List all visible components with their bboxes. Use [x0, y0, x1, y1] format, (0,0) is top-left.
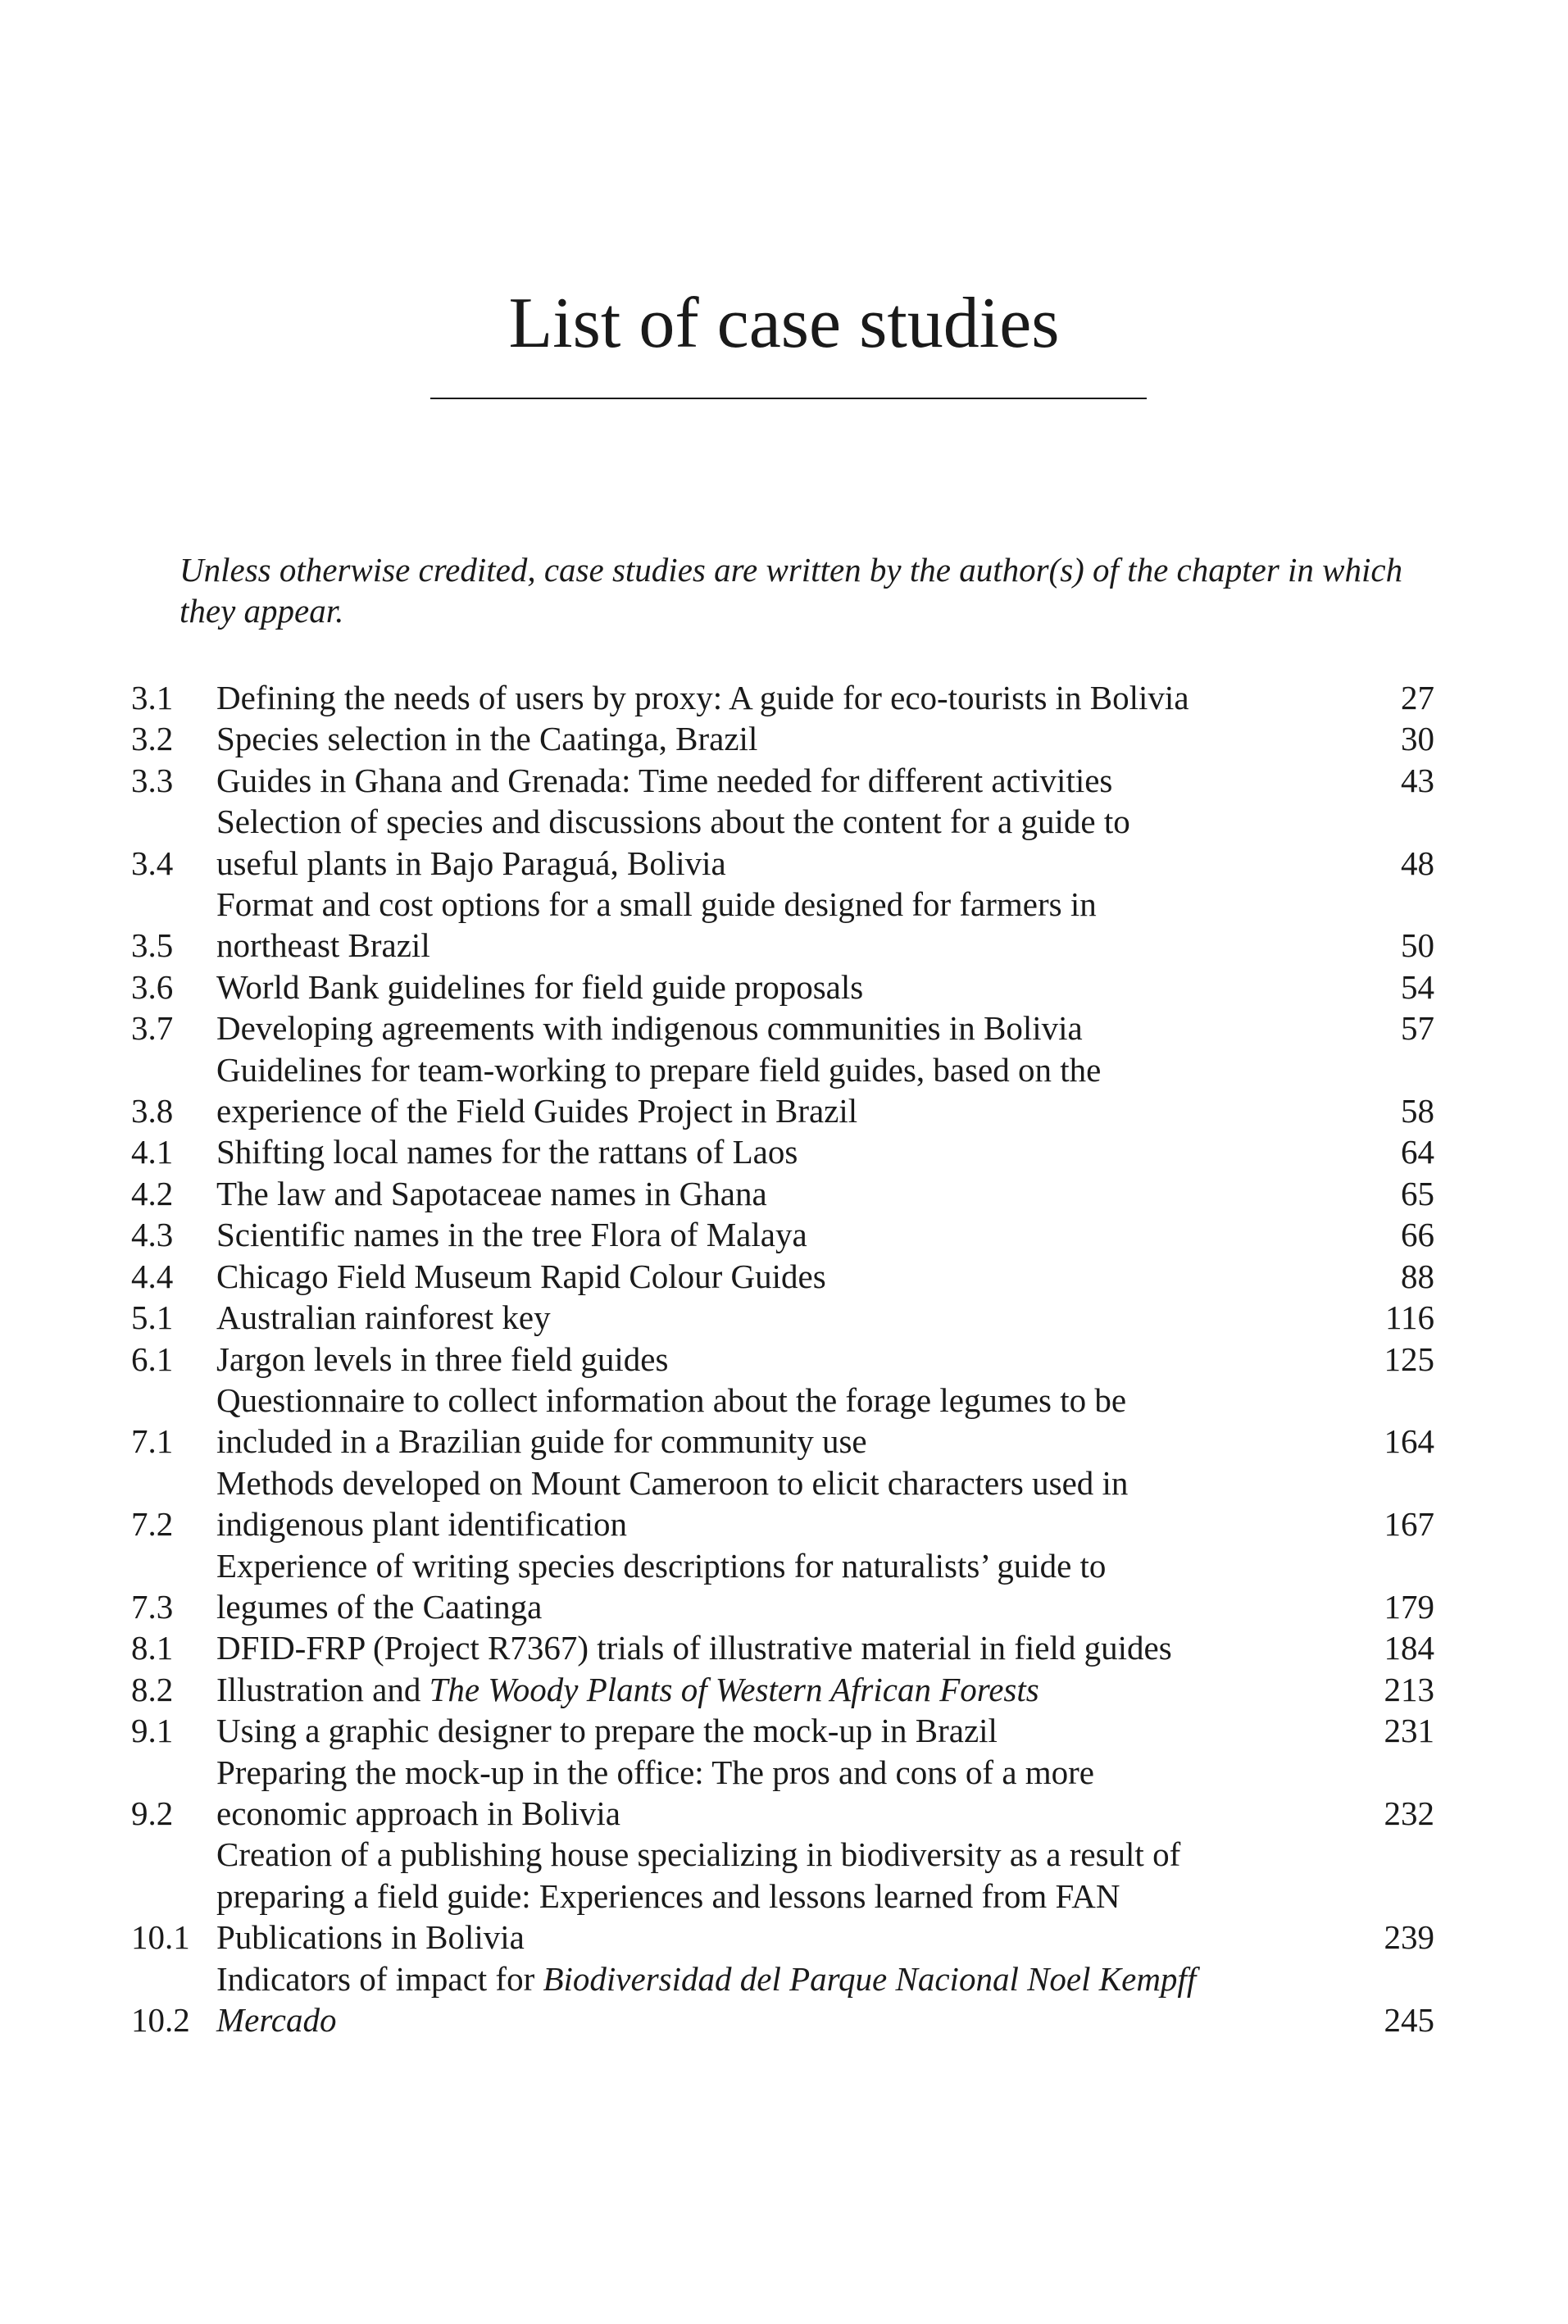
case-study-title-line — [216, 801, 1336, 842]
title-segment: indigenous plant identification — [216, 1505, 628, 1544]
list-item — [131, 1627, 1434, 1668]
case-study-title — [216, 1297, 1336, 1338]
case-study-title-line — [216, 1503, 1336, 1544]
case-study-number: 10.2 — [131, 2001, 190, 2039]
list-item — [131, 1752, 1434, 1835]
case-study-number: 3.2 — [131, 720, 174, 758]
title-segment: Chicago Field Museum Rapid Colour Guides — [216, 1257, 826, 1295]
case-study-title — [216, 1669, 1336, 1710]
case-study-title-line — [216, 925, 1336, 966]
list-item — [131, 884, 1434, 966]
page-number: 245 — [1384, 2001, 1434, 2039]
case-study-title-line — [216, 1462, 1336, 1503]
case-study-number: 7.1 — [131, 1422, 174, 1461]
case-study-number: 3.1 — [131, 679, 174, 716]
page-number: 54 — [1401, 967, 1434, 1006]
case-study-number: 7.2 — [131, 1505, 174, 1544]
case-study-title-line — [216, 1669, 1336, 1710]
title-segment: Shifting local names for the rattans of Laos — [216, 1133, 798, 1171]
case-study-title — [216, 1049, 1336, 1132]
case-study-number: 3.8 — [131, 1092, 174, 1130]
case-study-title-line — [216, 1339, 1336, 1380]
case-study-title — [216, 1710, 1336, 1751]
title-segment: Preparing the mock-up in the office: The pros and cons of a more — [216, 1753, 1095, 1791]
case-study-title — [216, 1339, 1336, 1380]
case-study-number: 3.4 — [131, 844, 174, 882]
case-study-title — [216, 1214, 1336, 1255]
list-item — [131, 1297, 1434, 1338]
case-study-title-line — [216, 1752, 1336, 1793]
page-number: 164 — [1384, 1422, 1434, 1461]
title-segment: Developing agreements with indigenous communities in Bolivia — [216, 1009, 1083, 1048]
page-number: 184 — [1384, 1629, 1434, 1667]
title-segment: Illustration and — [216, 1670, 429, 1708]
title-segment: included in a Brazilian guide for community use — [216, 1422, 867, 1461]
page-number: 88 — [1401, 1257, 1434, 1295]
page-title: List of case studies — [508, 284, 1060, 363]
case-study-number: 6.1 — [131, 1339, 174, 1378]
title-segment: useful plants in Bajo Paraguá, Bolivia — [216, 844, 726, 882]
title-segment: Methods developed on Mount Cameroon to elicit characters used in — [216, 1463, 1129, 1502]
case-study-title — [216, 1834, 1336, 1958]
title-segment: Species selection in the Caatinga, Brazil — [216, 720, 758, 758]
case-study-title-line — [216, 1834, 1336, 1875]
case-study-title-line — [216, 1710, 1336, 1751]
title-segment: experience of the Field Guides Project in Brazil — [216, 1092, 858, 1130]
case-study-number: 4.1 — [131, 1133, 174, 1171]
case-study-title-line — [216, 1627, 1336, 1668]
list-item — [131, 1131, 1434, 1172]
list-item — [131, 1834, 1434, 1958]
title-segment: The Woody Plants of Western African Forests — [429, 1670, 1039, 1708]
title-segment: Defining the needs of users by proxy: A guide for eco-tourists in Bolivia — [216, 679, 1189, 716]
title-segment: The law and Sapotaceae names in Ghana — [216, 1174, 767, 1212]
title-segment: Publications in Bolivia — [216, 1918, 525, 1957]
case-study-title-line — [216, 1958, 1336, 1999]
page-number: 167 — [1384, 1505, 1434, 1544]
case-study-title-line — [216, 966, 1336, 1007]
case-study-number: 5.1 — [131, 1298, 174, 1337]
case-study-number: 3.5 — [131, 926, 174, 965]
title-segment: Indicators of impact for — [216, 1959, 543, 1998]
title-segment: Selection of species and discussions about the content for a guide to — [216, 803, 1130, 841]
title-segment: Format and cost options for a small guide designed for farmers in — [216, 885, 1097, 924]
page-number: 125 — [1384, 1339, 1434, 1378]
title-segment: Guidelines for team-working to prepare field guides, based on the — [216, 1050, 1102, 1089]
case-study-list — [131, 677, 1434, 2040]
case-study-title — [216, 884, 1336, 966]
case-study-title — [216, 1380, 1336, 1462]
case-study-title-line — [216, 1917, 1336, 1958]
case-study-title — [216, 1627, 1336, 1668]
case-study-title-line — [216, 1131, 1336, 1172]
page-number: 43 — [1401, 761, 1434, 799]
case-study-title-line — [216, 1586, 1336, 1627]
case-study-title-line — [216, 1421, 1336, 1462]
list-item — [131, 1256, 1434, 1297]
case-study-title-line — [216, 718, 1336, 759]
case-study-title-line — [216, 1297, 1336, 1338]
case-study-title — [216, 677, 1336, 718]
case-study-number: 3.3 — [131, 761, 174, 799]
case-study-number: 7.3 — [131, 1587, 174, 1626]
case-study-title-line — [216, 843, 1336, 884]
page-number: 27 — [1401, 679, 1434, 716]
case-study-title — [216, 1545, 1336, 1628]
case-study-title-line — [216, 1876, 1336, 1917]
list-item — [131, 966, 1434, 1007]
case-study-title — [216, 1958, 1336, 2041]
title-segment: preparing a field guide: Experiences and lessons learned from FAN — [216, 1876, 1120, 1915]
title-segment: economic approach in Bolivia — [216, 1794, 620, 1832]
case-study-number: 9.1 — [131, 1712, 174, 1750]
list-item — [131, 801, 1434, 884]
title-segment: Guides in Ghana and Grenada: Time needed for different activities — [216, 761, 1113, 799]
list-item — [131, 718, 1434, 759]
page-number: 66 — [1401, 1216, 1434, 1254]
case-study-title-line — [216, 1545, 1336, 1586]
case-study-title-line — [216, 1256, 1336, 1297]
case-study-title-line — [216, 1214, 1336, 1255]
case-study-title-line — [216, 1049, 1336, 1090]
list-item — [131, 1380, 1434, 1462]
list-item — [131, 1214, 1434, 1255]
page-number: 50 — [1401, 926, 1434, 965]
case-study-title — [216, 1462, 1336, 1545]
title-segment: northeast Brazil — [216, 926, 430, 965]
page-number: 58 — [1401, 1092, 1434, 1130]
case-study-number: 8.2 — [131, 1670, 174, 1708]
case-study-title — [216, 1007, 1336, 1048]
list-item — [131, 1958, 1434, 2041]
list-item — [131, 677, 1434, 718]
list-item — [131, 760, 1434, 801]
case-study-title — [216, 1256, 1336, 1297]
case-study-title-line — [216, 760, 1336, 801]
case-study-title-line — [216, 1173, 1336, 1214]
case-study-title-line — [216, 677, 1336, 718]
title-segment: Experience of writing species descriptions for naturalists’ guide to — [216, 1546, 1107, 1585]
title-segment: World Bank guidelines for field guide proposals — [216, 967, 864, 1006]
case-study-number: 4.4 — [131, 1257, 174, 1295]
page-number: 30 — [1401, 720, 1434, 758]
title-segment: Mercado — [216, 2001, 337, 2039]
case-study-number: 4.3 — [131, 1216, 174, 1254]
page-number: 231 — [1384, 1712, 1434, 1750]
title-segment: Creation of a publishing house specializing in biodiversity as a result of — [216, 1835, 1181, 1874]
title-segment: Questionnaire to collect information about the forage legumes to be — [216, 1380, 1127, 1419]
case-study-title — [216, 966, 1336, 1007]
list-item — [131, 1173, 1434, 1214]
case-study-title-line — [216, 1090, 1336, 1131]
page-number: 64 — [1401, 1133, 1434, 1171]
case-study-title-line — [216, 1793, 1336, 1834]
title-rule — [430, 398, 1147, 399]
case-study-number: 4.2 — [131, 1174, 174, 1212]
case-study-title-line — [216, 884, 1336, 925]
page-number: 213 — [1384, 1670, 1434, 1708]
page-number: 116 — [1385, 1298, 1434, 1337]
list-item — [131, 1669, 1434, 1710]
list-item — [131, 1007, 1434, 1048]
page-number: 232 — [1384, 1794, 1434, 1832]
case-study-number: 8.1 — [131, 1629, 174, 1667]
case-study-title — [216, 1131, 1336, 1172]
case-study-number: 10.1 — [131, 1918, 190, 1957]
case-study-title — [216, 1173, 1336, 1214]
page-number: 48 — [1401, 844, 1434, 882]
title-segment: Jargon levels in three field guides — [216, 1339, 669, 1378]
case-study-title — [216, 1752, 1336, 1835]
title-segment: DFID-FRP (Project R7367) trials of illustrative material in field guides — [216, 1629, 1172, 1667]
title-segment: Scientific names in the tree Flora of Malaya — [216, 1216, 807, 1254]
page-number: 57 — [1401, 1009, 1434, 1048]
case-study-title-line — [216, 1007, 1336, 1048]
case-study-title — [216, 801, 1336, 884]
list-item — [131, 1710, 1434, 1751]
case-study-number: 3.6 — [131, 967, 174, 1006]
intro-note: Unless otherwise credited, case studies are written by the author(s) of the chapter in which they appear. — [180, 551, 1403, 630]
title-segment: Australian rainforest key — [216, 1298, 551, 1337]
page-number: 179 — [1384, 1587, 1434, 1626]
list-item — [131, 1339, 1434, 1380]
case-study-title-line — [216, 1380, 1336, 1421]
list-item — [131, 1462, 1434, 1545]
list-item — [131, 1545, 1434, 1628]
page-number: 239 — [1384, 1918, 1434, 1957]
case-study-title — [216, 718, 1336, 759]
page-number: 65 — [1401, 1174, 1434, 1212]
title-segment: Biodiversidad del Parque Nacional Noel Kempff — [543, 1959, 1197, 1998]
title-segment: legumes of the Caatinga — [216, 1587, 543, 1626]
list-item — [131, 1049, 1434, 1132]
case-study-number: 3.7 — [131, 1009, 174, 1048]
case-study-title-line — [216, 1999, 1336, 2040]
case-study-number: 9.2 — [131, 1794, 174, 1832]
title-segment: Using a graphic designer to prepare the mock-up in Brazil — [216, 1712, 998, 1750]
case-study-title — [216, 760, 1336, 801]
